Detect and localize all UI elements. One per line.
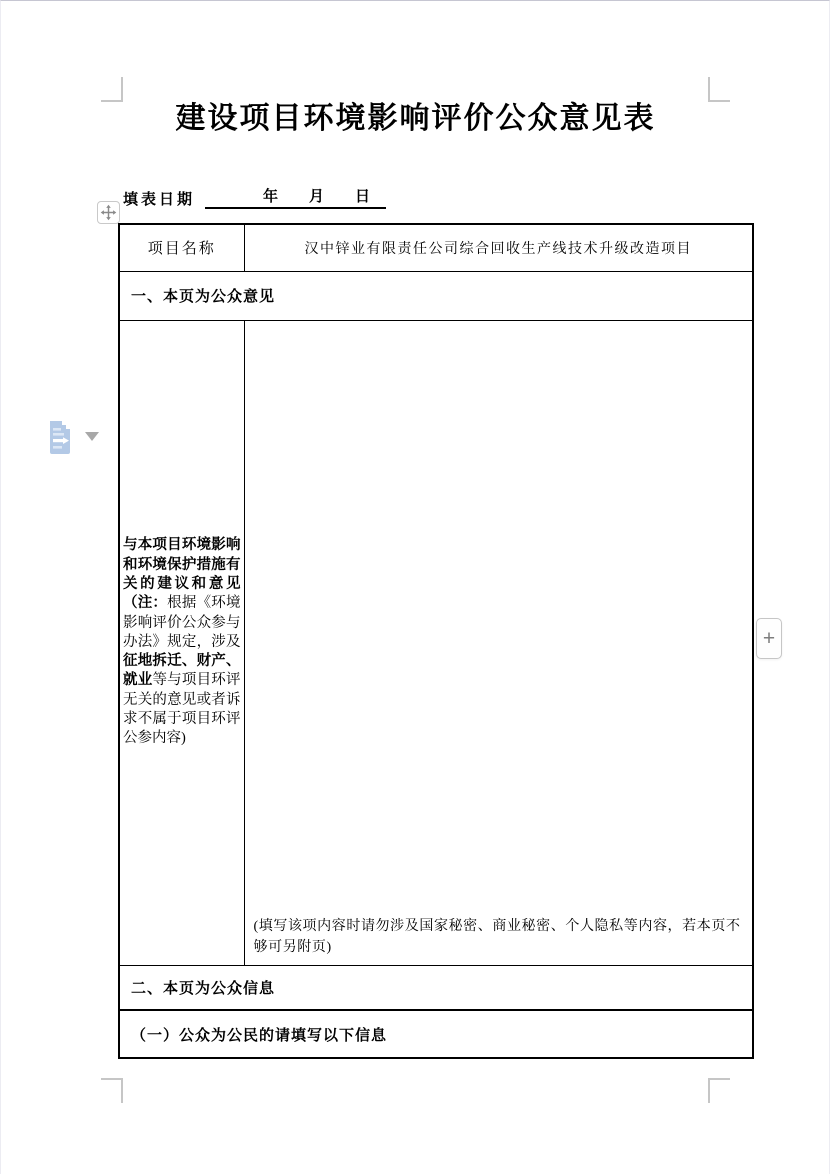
paste-options-button[interactable] — [46, 419, 74, 456]
table-row — [119, 320, 753, 965]
margin-corner-mark-bl — [121, 1078, 123, 1103]
margin-corner-mark-tr — [708, 100, 730, 102]
table-row — [119, 1010, 753, 1058]
project-name-label-cell: 项目名称 — [119, 224, 244, 271]
fill-date-blank[interactable]: 年 月 日 — [205, 185, 386, 209]
opinion-label-cell — [119, 320, 244, 965]
table-row — [119, 965, 753, 1010]
margin-corner-mark-tl — [101, 100, 123, 102]
opinion-content-note: (填写该项内容时请勿涉及国家秘密、商业秘密、个人隐私等内容，若本页不够可另附页) — [253, 918, 741, 955]
plus-icon: + — [762, 626, 776, 650]
document-lines-arrow-icon — [46, 419, 74, 456]
margin-corner-mark-bl — [101, 1078, 123, 1080]
fill-date-line — [123, 184, 386, 209]
opinion-label-segment: （注： — [123, 595, 168, 612]
margin-corner-mark-br — [708, 1078, 730, 1080]
section1-header-cell: 一、本页为公众意见 — [119, 271, 753, 320]
section2-header-cell: 二、本页为公众信息 — [119, 965, 753, 1010]
table-move-handle[interactable] — [97, 201, 120, 224]
fill-date-label: 填表日期 — [123, 192, 196, 208]
four-way-arrow-icon — [100, 204, 117, 221]
public-opinion-form-table — [118, 223, 754, 1059]
opinion-label-segment: 与本项目环境影响和环境保护措施有关的建议和意见 — [123, 537, 241, 592]
project-name-value-cell[interactable]: 汉中锌业有限责任公司综合回收生产线技术升级改造项目 — [244, 224, 753, 271]
section2-sub-header-cell: （一）公众为公民的请填写以下信息 — [119, 1010, 753, 1058]
table-row — [119, 224, 753, 271]
margin-corner-mark-br — [708, 1078, 710, 1103]
opinion-label-segment: 征地拆迁、财产、就业 — [123, 653, 241, 689]
opinion-label-segment: 等与项目环评无关的意见或者诉求不属于项目环评公参内容) — [123, 672, 241, 747]
opinion-input-cell[interactable] — [244, 320, 753, 965]
plus-button[interactable] — [756, 618, 782, 659]
margin-corner-mark-tr — [708, 77, 710, 102]
dropdown-triangle-icon[interactable] — [85, 432, 99, 441]
page-title: 建设项目环境影响评价公众意见表 — [175, 102, 656, 135]
opinion-label-segment: 根据《环境影响评价公众参与办法》规定，涉及 — [123, 595, 241, 650]
table-row — [119, 271, 753, 320]
